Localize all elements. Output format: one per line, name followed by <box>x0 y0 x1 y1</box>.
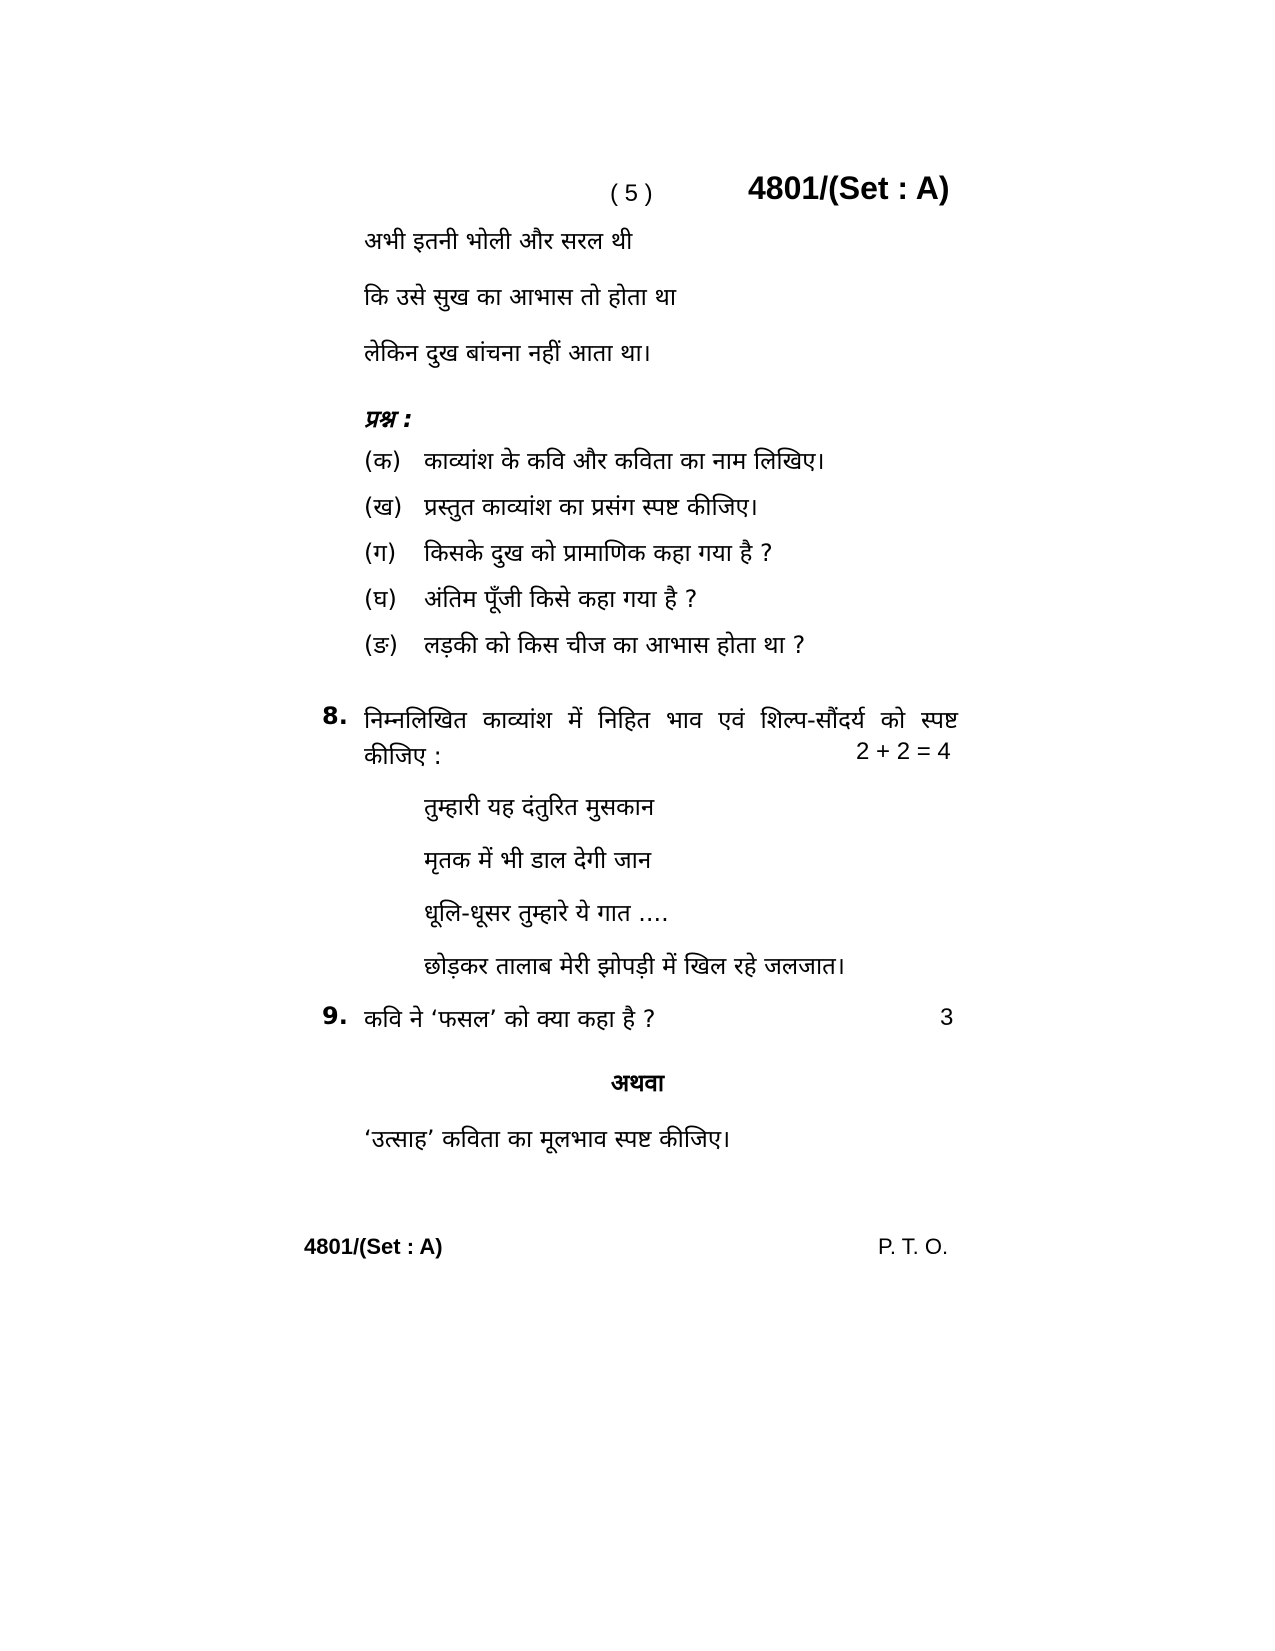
sub-question-text: प्रस्तुत काव्यांश का प्रसंग स्पष्ट कीजिए। <box>424 493 758 521</box>
question-number-8: 8. <box>322 702 348 730</box>
sub-question-label: (ख) <box>364 493 403 521</box>
question-number-9: 9. <box>322 1002 348 1030</box>
q8-poem-line-2: मृतक में भी डाल देगी जान <box>424 846 652 874</box>
page-number: ( 5 ) <box>610 180 653 207</box>
poem-line-2: कि उसे सुख का आभास तो होता था <box>364 283 677 311</box>
sub-question-text: किसके दुख को प्रामाणिक कहा गया है ? <box>424 539 773 567</box>
q8-poem-line-1: तुम्हारी यह दंतुरित मुसकान <box>424 793 655 821</box>
sub-question-label: (घ) <box>364 585 397 613</box>
sub-question-text: अंतिम पूँजी किसे कहा गया है ? <box>424 585 698 613</box>
questions-heading: प्रश्न : <box>364 405 413 433</box>
or-separator: अथवा <box>610 1069 665 1097</box>
set-code-header: 4801/(Set : A) <box>748 170 950 206</box>
poem-line-3: लेकिन दुख बांचना नहीं आता था। <box>364 339 651 367</box>
sub-question-label: (ङ) <box>364 631 399 659</box>
sub-question-text: लड़की को किस चीज का आभास होता था ? <box>424 631 806 659</box>
question-8-text: निम्नलिखित काव्यांश में निहित भाव एवं शिल्प-सौंदर्य को स्पष्ट कीजिए : <box>364 706 958 770</box>
q8-poem-line-3: धूलि-धूसर तुम्हारे ये गात .... <box>424 899 669 927</box>
sub-question-label: (ग) <box>364 539 397 567</box>
footer-pto: P. T. O. <box>878 1234 949 1259</box>
question-9-alternative-text: ‘उत्साह’ कविता का मूलभाव स्पष्ट कीजिए। <box>364 1125 731 1153</box>
poem-line-1: अभी इतनी भोली और सरल थी <box>364 227 633 255</box>
q8-poem-line-4: छोड़कर तालाब मेरी झोपड़ी में खिल रहे जलजात। <box>424 952 845 980</box>
question-8-marks: 2 + 2 = 4 <box>856 738 951 765</box>
sub-question-label: (क) <box>364 447 402 475</box>
footer-set-code: 4801/(Set : A) <box>304 1234 443 1259</box>
question-9-marks: 3 <box>940 1004 954 1031</box>
question-9-text: कवि ने ‘फसल’ को क्या कहा है ? <box>364 1005 656 1033</box>
sub-question-text: काव्यांश के कवि और कविता का नाम लिखिए। <box>424 447 825 475</box>
